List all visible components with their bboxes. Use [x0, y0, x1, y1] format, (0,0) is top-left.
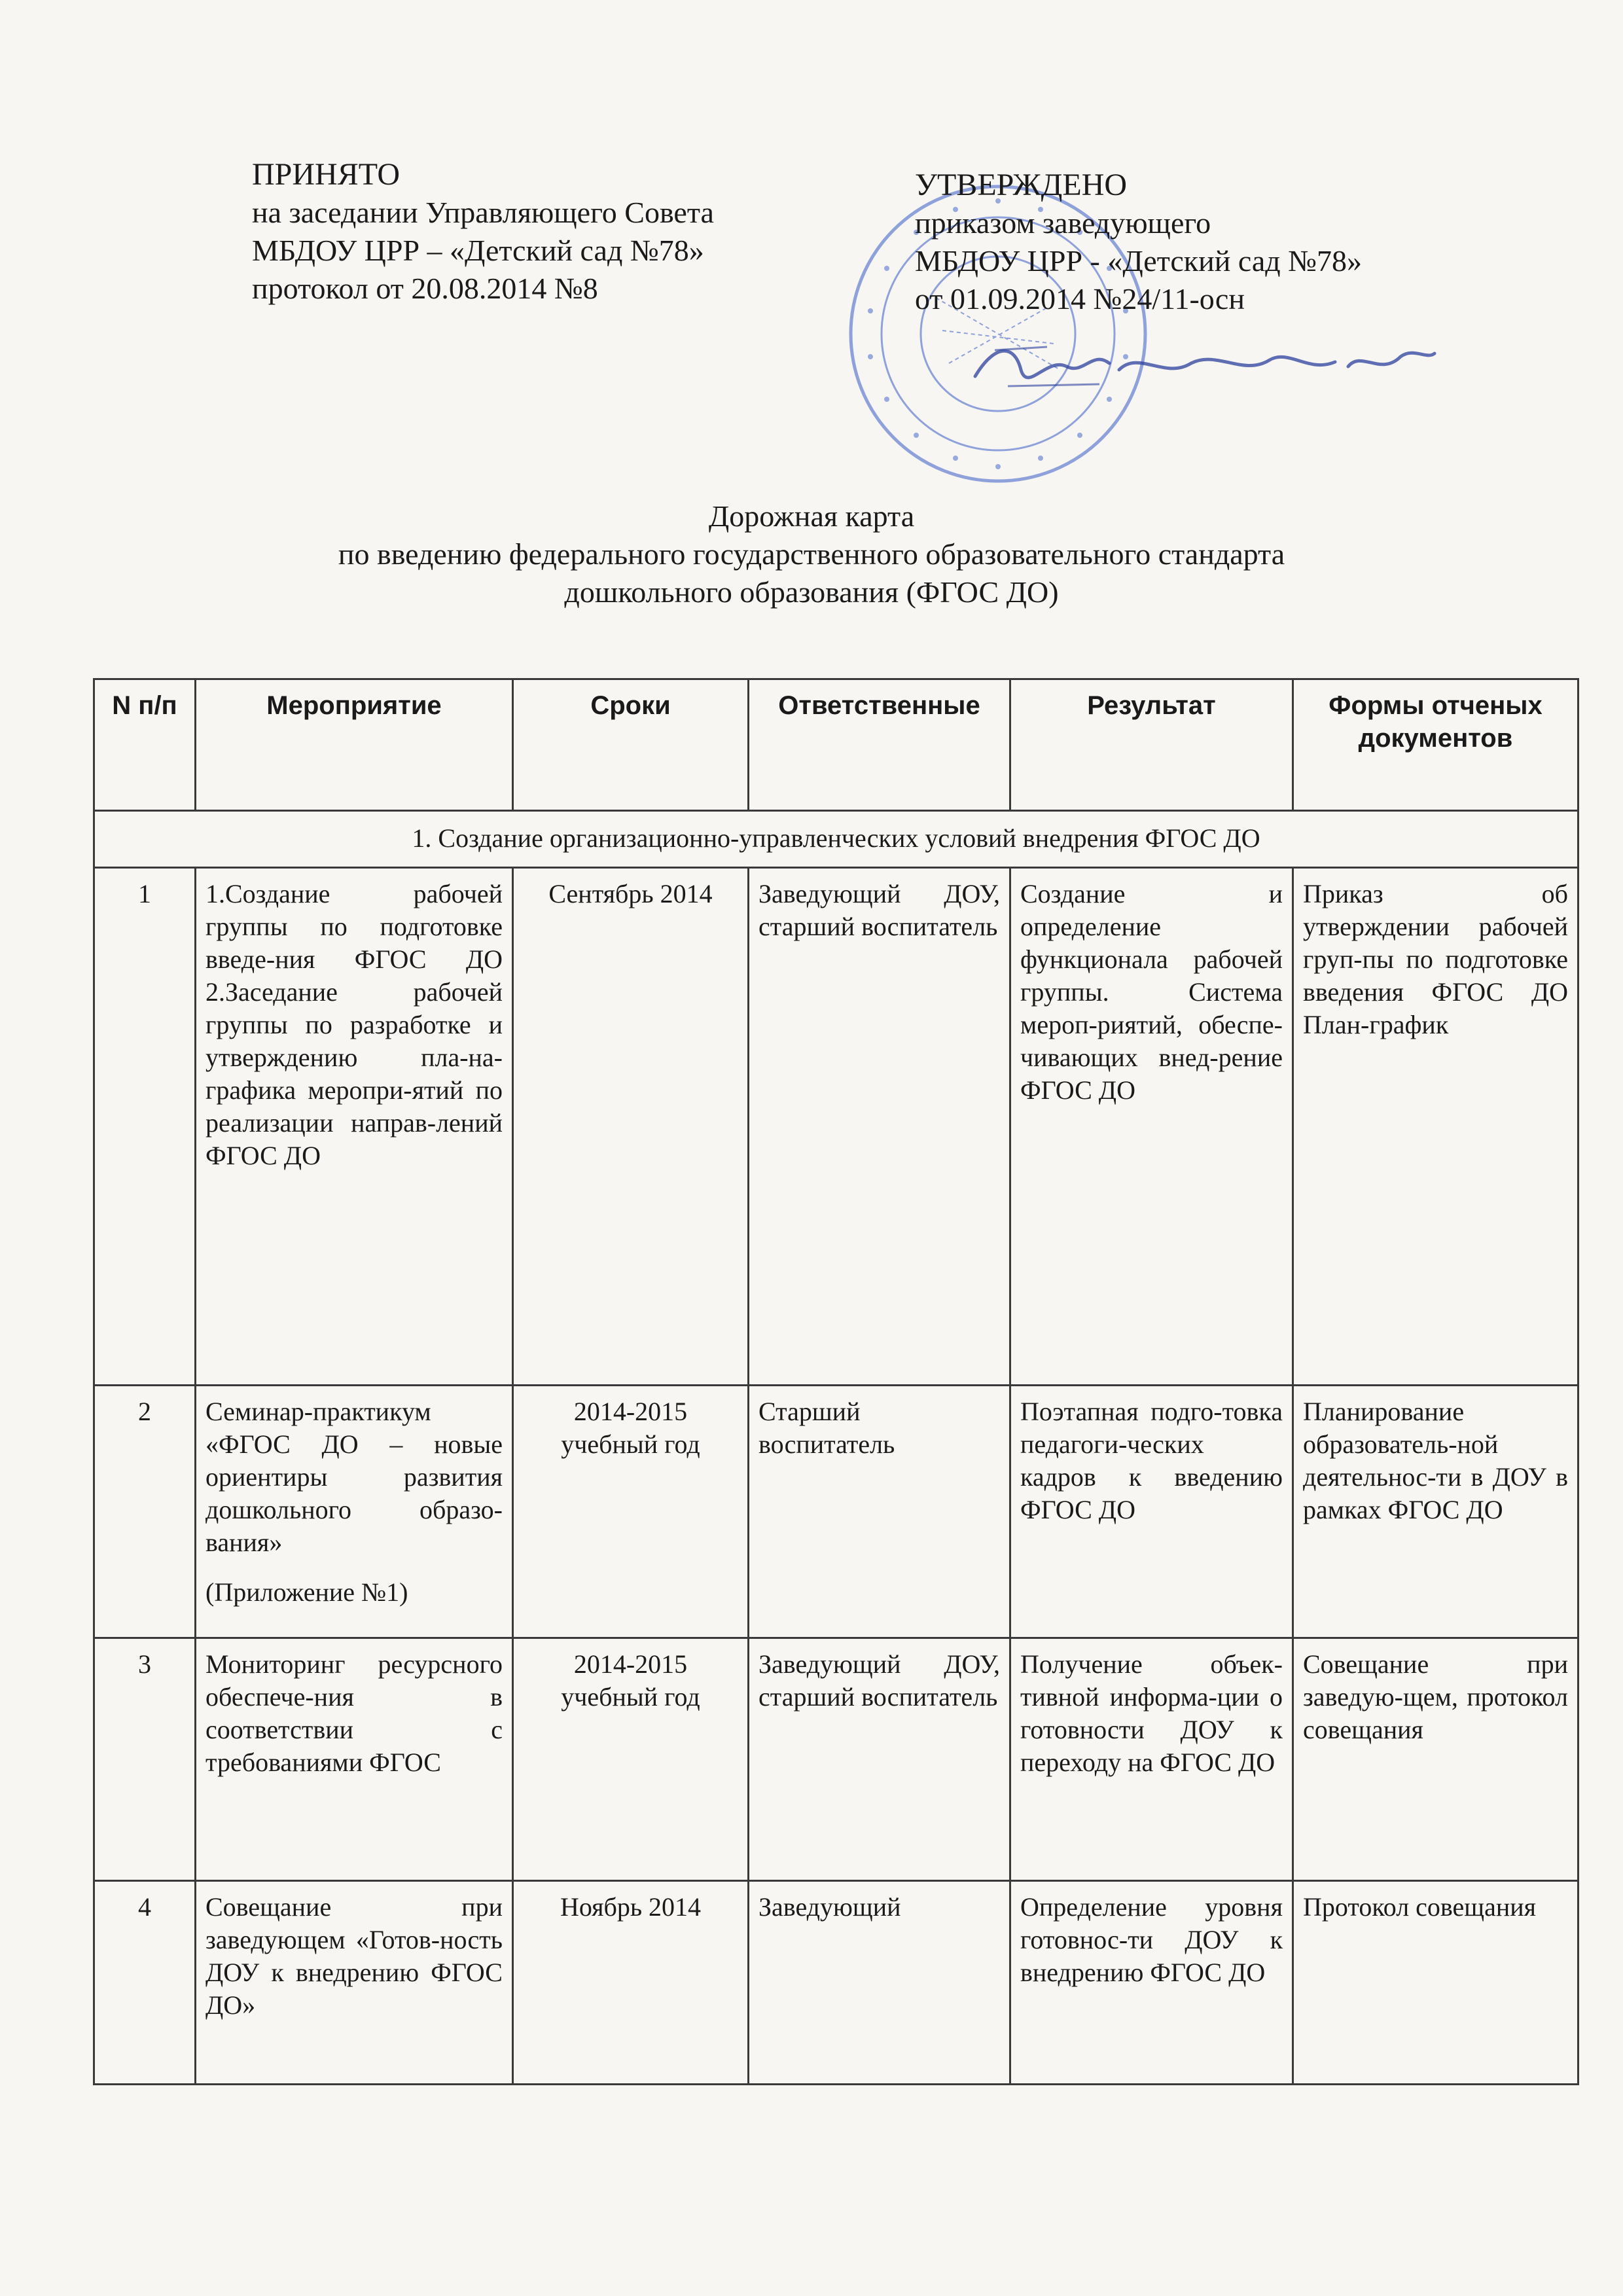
row-number: 3 — [94, 1638, 196, 1881]
row-responsible: Заведующий ДОУ, старший воспитатель — [749, 868, 1010, 1386]
row-forms: Планирование образователь-ной деятельнос-ти в ДОУ в рамках ФГОС ДО — [1293, 1386, 1578, 1638]
row-result: Создание и определение функционала рабочей группы. Система мероп-риятий, обеспе-чивающих внед-рение ФГОС ДО — [1010, 868, 1293, 1386]
accepted-line-3: протокол от 20.08.2014 №8 — [252, 272, 598, 305]
header-result: Результат — [1010, 679, 1293, 811]
accepted-line-2: МБДОУ ЦРР – «Детский сад №78» — [252, 234, 704, 267]
approved-line-1: приказом заведующего — [915, 206, 1211, 240]
row-event-note: (Приложение №1) — [205, 1577, 408, 1607]
row-deadline: 2014-2015 учебный год — [513, 1638, 749, 1881]
row-number: 4 — [94, 1881, 196, 2085]
row-event-cell — [196, 1386, 513, 1638]
title-line-1: Дорожная карта — [708, 499, 915, 533]
row-deadline: Сентябрь 2014 — [513, 868, 749, 1386]
row-event: Мониторинг ресурсного обеспече-ния в соответствии с требованиями ФГОС — [196, 1638, 513, 1881]
row-result: Определение уровня готовнос-ти ДОУ к внедрению ФГОС ДО — [1010, 1881, 1293, 2085]
row-event: 1.Создание рабочей группы по подготовке введе-ния ФГОС ДО 2.Заседание рабочей группы по разработке и утверждению пла-на-графика меропри-ятий по реализации направ-лений ФГОС ДО — [196, 868, 513, 1386]
approved-line-2: МБДОУ ЦРР - «Детский сад №78» — [915, 244, 1363, 278]
header-responsible: Ответственные — [749, 679, 1010, 811]
row-responsible: Заведующий — [749, 1881, 1010, 2085]
title-line-2: по введению федерального государственного образовательного стандарта — [338, 537, 1285, 571]
header-deadline: Сроки — [513, 679, 749, 811]
accepted-line-1: на заседании Управляющего Совета — [252, 196, 714, 229]
table-row — [94, 1638, 1578, 1881]
header-num: N п/п — [94, 679, 196, 811]
approved-line-3: от 01.09.2014 №24/11-осн — [915, 282, 1245, 315]
row-result: Получение объек-тивной информа-ции о готовности ДОУ к переходу на ФГОС ДО — [1010, 1638, 1293, 1881]
document-title — [0, 497, 1623, 611]
row-event: Семинар-практикум «ФГОС ДО – новые ориентиры развития дошкольного образо-вания» — [205, 1397, 503, 1557]
approved-block — [915, 166, 1362, 318]
row-forms: Приказ об утверждении рабочей груп-пы по подготовке введения ФГОС ДО План-график — [1293, 868, 1578, 1386]
row-forms: Протокол совещания — [1293, 1881, 1578, 2085]
row-number: 2 — [94, 1386, 196, 1638]
section-row — [94, 811, 1578, 868]
table-row — [94, 1386, 1578, 1638]
roadmap-table — [93, 678, 1579, 2085]
handwritten-signature — [969, 331, 1440, 403]
row-deadline: Ноябрь 2014 — [513, 1881, 749, 2085]
table-row — [94, 868, 1578, 1386]
section-heading: 1. Создание организационно-управленческих условий внедрения ФГОС ДО — [94, 811, 1578, 868]
row-responsible: Заведующий ДОУ, старший воспитатель — [749, 1638, 1010, 1881]
row-responsible: Старший воспитатель — [749, 1386, 1010, 1638]
header-event: Мероприятие — [196, 679, 513, 811]
approved-heading: УТВЕРЖДЕНО — [915, 168, 1128, 202]
title-line-3: дошкольного образования (ФГОС ДО) — [564, 575, 1059, 609]
header-forms: Формы отченых документов — [1293, 679, 1578, 811]
row-forms: Совещание при заведую-щем, протокол совещания — [1293, 1638, 1578, 1881]
accepted-block — [252, 156, 714, 308]
row-deadline: 2014-2015 учебный год — [513, 1386, 749, 1638]
row-event: Совещание при заведующем «Готов-ность ДОУ к внедрению ФГОС ДО» — [196, 1881, 513, 2085]
accepted-heading: ПРИНЯТО — [252, 157, 401, 192]
row-result: Поэтапная подго-товка педагоги-ческих кадров к введению ФГОС ДО — [1010, 1386, 1293, 1638]
row-number: 1 — [94, 868, 196, 1386]
table-header-row — [94, 679, 1578, 811]
table-row — [94, 1881, 1578, 2085]
